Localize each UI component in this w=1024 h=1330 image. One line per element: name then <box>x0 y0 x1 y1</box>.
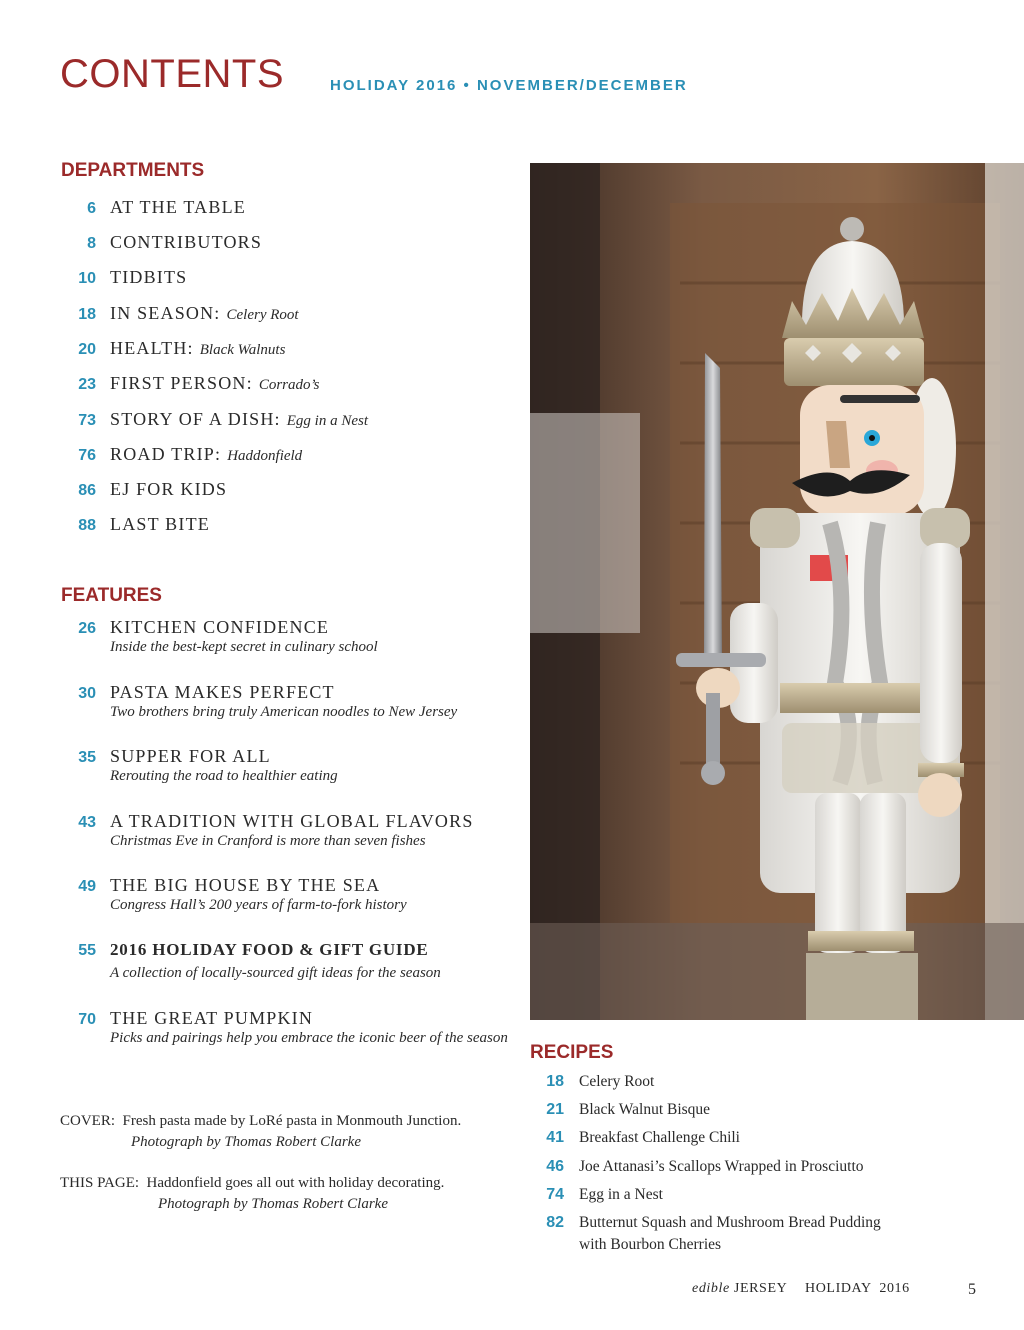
page-number: 20 <box>78 341 96 358</box>
page-number: 30 <box>78 685 96 702</box>
page-number: 26 <box>78 620 96 637</box>
page-number: 82 <box>546 1214 564 1231</box>
page-number: 35 <box>78 749 96 766</box>
page-number: 86 <box>78 482 96 499</box>
department-item[interactable] <box>60 409 368 433</box>
department-item[interactable] <box>60 514 210 538</box>
department-title: AT THE TABLE <box>110 197 246 217</box>
page-number: 8 <box>87 235 96 252</box>
department-title: TIDBITS <box>110 267 188 287</box>
department-item[interactable] <box>60 444 302 468</box>
department-subtitle: Corrado’s <box>258 377 320 393</box>
department-item[interactable] <box>60 338 285 362</box>
footer-issue: HOLIDAY 2016 <box>805 1281 910 1296</box>
page-number: 43 <box>78 814 96 831</box>
feature-title: SUPPER FOR ALL <box>110 746 271 766</box>
feature-title: THE BIG HOUSE BY THE SEA <box>110 875 381 895</box>
feature-title: KITCHEN CONFIDENCE <box>110 617 330 637</box>
recipe-item[interactable] <box>530 1071 654 1093</box>
page-number: 10 <box>78 270 96 287</box>
department-subtitle: Haddonfield <box>227 448 303 464</box>
page-number: 23 <box>78 376 96 393</box>
recipe-item[interactable] <box>530 1156 864 1178</box>
recipe-title-line2: with Bourbon Cherries <box>579 1236 722 1253</box>
department-item[interactable] <box>60 479 227 503</box>
recipe-title: Joe Attanasi’s Scallops Wrapped in Prosciutto <box>579 1158 864 1175</box>
page-number: 74 <box>546 1186 564 1203</box>
feature-item[interactable] <box>60 682 457 721</box>
department-title: FIRST PERSON: <box>110 373 253 393</box>
recipe-title: Breakfast Challenge Chili <box>579 1129 740 1146</box>
feature-title: A TRADITION WITH GLOBAL FLAVORS <box>110 811 474 831</box>
department-title: ROAD TRIP: <box>110 444 222 464</box>
feature-subtitle: Picks and pairings help you embrace the iconic beer of the season <box>110 1030 508 1046</box>
footer-brand <box>692 1281 787 1297</box>
feature-title: 2016 HOLIDAY FOOD & GIFT GUIDE <box>110 940 429 959</box>
recipe-item[interactable] <box>530 1184 663 1206</box>
feature-item[interactable] <box>60 617 378 656</box>
departments-heading: DEPARTMENTS <box>61 160 205 181</box>
page-number: 55 <box>78 942 96 959</box>
feature-subtitle: Two brothers bring truly American noodles to New Jersey <box>110 704 458 720</box>
department-subtitle: Egg in a Nest <box>286 413 368 429</box>
page-number: 70 <box>78 1011 96 1028</box>
this-page-label: THIS PAGE: <box>60 1175 140 1191</box>
cover-label: COVER: <box>60 1113 116 1129</box>
page-number: 18 <box>546 1073 564 1090</box>
cover-caption <box>60 1111 461 1153</box>
department-title: IN SEASON: <box>110 303 221 323</box>
feature-subtitle: A collection of locally-sourced gift ideas for the season <box>110 965 441 981</box>
this-page-text: Haddonfield goes all out with holiday decorating. <box>146 1175 445 1191</box>
recipe-title-line1: Butternut Squash and Mushroom Bread Pudding <box>579 1214 881 1231</box>
department-subtitle: Black Walnuts <box>199 342 286 358</box>
feature-subtitle: Congress Hall’s 200 years of farm-to-fork history <box>110 897 407 913</box>
department-subtitle: Celery Root <box>226 307 299 323</box>
department-title: EJ FOR KIDS <box>110 479 228 499</box>
feature-item[interactable] <box>60 746 338 785</box>
feature-title: THE GREAT PUMPKIN <box>110 1008 314 1028</box>
feature-item[interactable] <box>60 875 407 914</box>
features-heading: FEATURES <box>61 585 162 606</box>
nutcracker-photo <box>530 163 1024 1020</box>
department-item[interactable] <box>60 373 319 397</box>
recipe-title: Black Walnut Bisque <box>579 1101 711 1118</box>
page-title: CONTENTS <box>60 52 284 96</box>
recipe-title <box>579 1212 881 1256</box>
feature-subtitle: Christmas Eve in Cranford is more than seven fishes <box>110 833 426 849</box>
footer-brand-italic: edible <box>692 1281 730 1296</box>
recipe-item[interactable] <box>530 1127 740 1149</box>
feature-item[interactable] <box>60 940 441 982</box>
this-page-caption <box>60 1173 444 1215</box>
feature-item[interactable] <box>60 1008 508 1047</box>
recipe-title: Egg in a Nest <box>579 1186 663 1203</box>
page-number: 46 <box>546 1158 564 1175</box>
recipe-item[interactable] <box>530 1212 881 1256</box>
cover-credit: Photograph by Thomas Robert Clarke <box>131 1134 361 1150</box>
page-number: 73 <box>78 412 96 429</box>
department-item[interactable] <box>60 303 299 327</box>
department-title: LAST BITE <box>110 514 210 534</box>
page-number: 21 <box>546 1101 564 1118</box>
page-number-footer: 5 <box>968 1281 977 1298</box>
department-item[interactable] <box>60 232 262 256</box>
page-number: 49 <box>78 878 96 895</box>
page-number: 41 <box>546 1129 564 1146</box>
department-item[interactable] <box>60 197 246 221</box>
feature-title: PASTA MAKES PERFECT <box>110 682 335 702</box>
page-number: 6 <box>87 200 96 217</box>
page-number: 88 <box>78 517 96 534</box>
page-number: 18 <box>78 306 96 323</box>
department-title: STORY OF A DISH: <box>110 409 281 429</box>
department-item[interactable] <box>60 267 187 291</box>
feature-subtitle: Rerouting the road to healthier eating <box>110 768 338 784</box>
recipe-title: Celery Root <box>579 1073 655 1090</box>
footer-brand-name: JERSEY <box>733 1281 788 1296</box>
department-title: CONTRIBUTORS <box>110 232 263 252</box>
feature-subtitle: Inside the best-kept secret in culinary school <box>110 639 378 655</box>
issue-line: HOLIDAY 2016 • NOVEMBER/DECEMBER <box>330 77 688 94</box>
cover-text: Fresh pasta made by LoRé pasta in Monmouth Junction. <box>122 1113 462 1129</box>
department-title: HEALTH: <box>110 338 194 358</box>
feature-item[interactable] <box>60 811 474 850</box>
recipes-heading: RECIPES <box>530 1042 614 1063</box>
recipe-item[interactable] <box>530 1099 710 1121</box>
this-page-credit: Photograph by Thomas Robert Clarke <box>158 1196 388 1212</box>
page-number: 76 <box>78 447 96 464</box>
